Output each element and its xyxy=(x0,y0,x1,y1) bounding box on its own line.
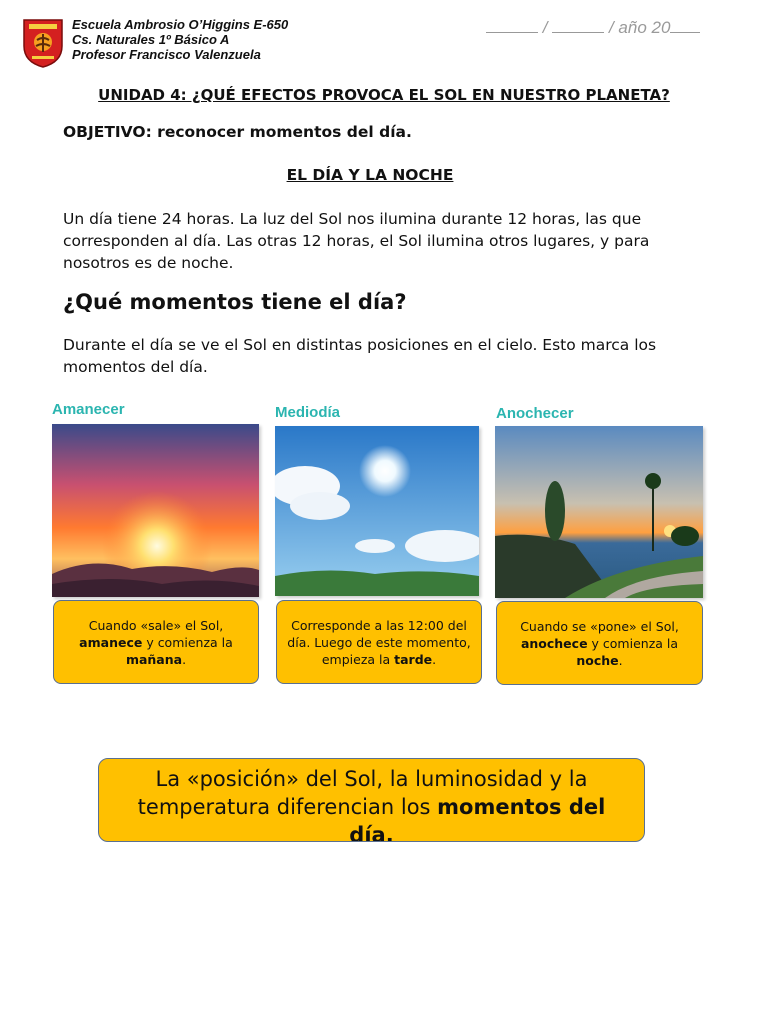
card-text-part: Corresponde a las 12:00 del día. Luego de este momento, empieza la xyxy=(287,617,471,667)
card-bold-word: anochece xyxy=(520,635,588,651)
date-separator: / xyxy=(542,18,548,37)
day-blank xyxy=(486,18,538,33)
card-text-part: y comienza la xyxy=(142,634,233,650)
school-info xyxy=(72,17,288,62)
month-blank xyxy=(552,18,604,33)
objective: OBJETIVO: reconocer momentos del día. xyxy=(63,123,412,141)
course-name: Cs. Naturales 1º Básico A xyxy=(72,32,230,47)
summary-box xyxy=(98,758,645,842)
school-shield-logo xyxy=(22,18,64,68)
label-amanecer: Amanecer xyxy=(52,401,125,418)
summary-text: La «posición» del Sol, la luminosidad y la temperatura diferencian los xyxy=(137,767,588,819)
label-anochecer: Anochecer xyxy=(496,405,574,422)
card-text-part: Cuando se «pone» el Sol, xyxy=(520,618,679,634)
sunrise-photo xyxy=(52,424,259,597)
card-text-part: y comienza la xyxy=(587,635,679,651)
card-text xyxy=(287,617,471,668)
question-heading: ¿Qué momentos tiene el día? xyxy=(63,290,407,314)
card-bold-word: noche xyxy=(576,652,619,668)
card-text xyxy=(507,618,692,669)
card-text-part: . xyxy=(182,651,187,667)
card-mediodia xyxy=(276,600,482,684)
section-subtitle: EL DÍA Y LA NOCHE xyxy=(286,166,454,184)
moments-paragraph: Durante el día se ve el Sol en distintas posiciones en el cielo. Esto marca los momentos del día. xyxy=(63,336,657,376)
label-mediodia: Mediodía xyxy=(275,404,341,421)
card-amanecer xyxy=(53,600,259,684)
year-label: año 20 xyxy=(618,18,671,37)
intro-paragraph: Un día tiene 24 horas. La luz del Sol nos ilumina durante 12 horas, las que corresponden al día. Las otras 12 horas, el Sol ilumina otros lugares, y para nosotros es de noche. xyxy=(63,210,650,272)
card-text-part: Cuando «sale» el Sol, xyxy=(88,617,224,633)
card-text xyxy=(64,617,248,668)
date-separator: / xyxy=(608,18,614,37)
teacher-name: Profesor Francisco Valenzuela xyxy=(72,47,261,62)
card-text-part: . xyxy=(432,651,437,667)
card-bold-word: amanece xyxy=(79,634,143,650)
card-anochecer xyxy=(496,601,703,685)
year-blank xyxy=(670,18,700,33)
card-bold-word: mañana xyxy=(125,651,183,667)
midday-photo xyxy=(275,426,479,596)
summary-bold: momentos del día. xyxy=(349,795,606,842)
sunset-photo xyxy=(495,426,703,598)
card-text-part: . xyxy=(618,652,623,668)
date-fields xyxy=(486,18,700,38)
school-name: Escuela Ambrosio O’Higgins E-650 xyxy=(72,17,289,32)
unit-title: UNIDAD 4: ¿QUÉ EFECTOS PROVOCA EL SOL EN NUESTRO PLANETA? xyxy=(98,86,670,104)
card-bold-word: tarde xyxy=(394,651,433,667)
